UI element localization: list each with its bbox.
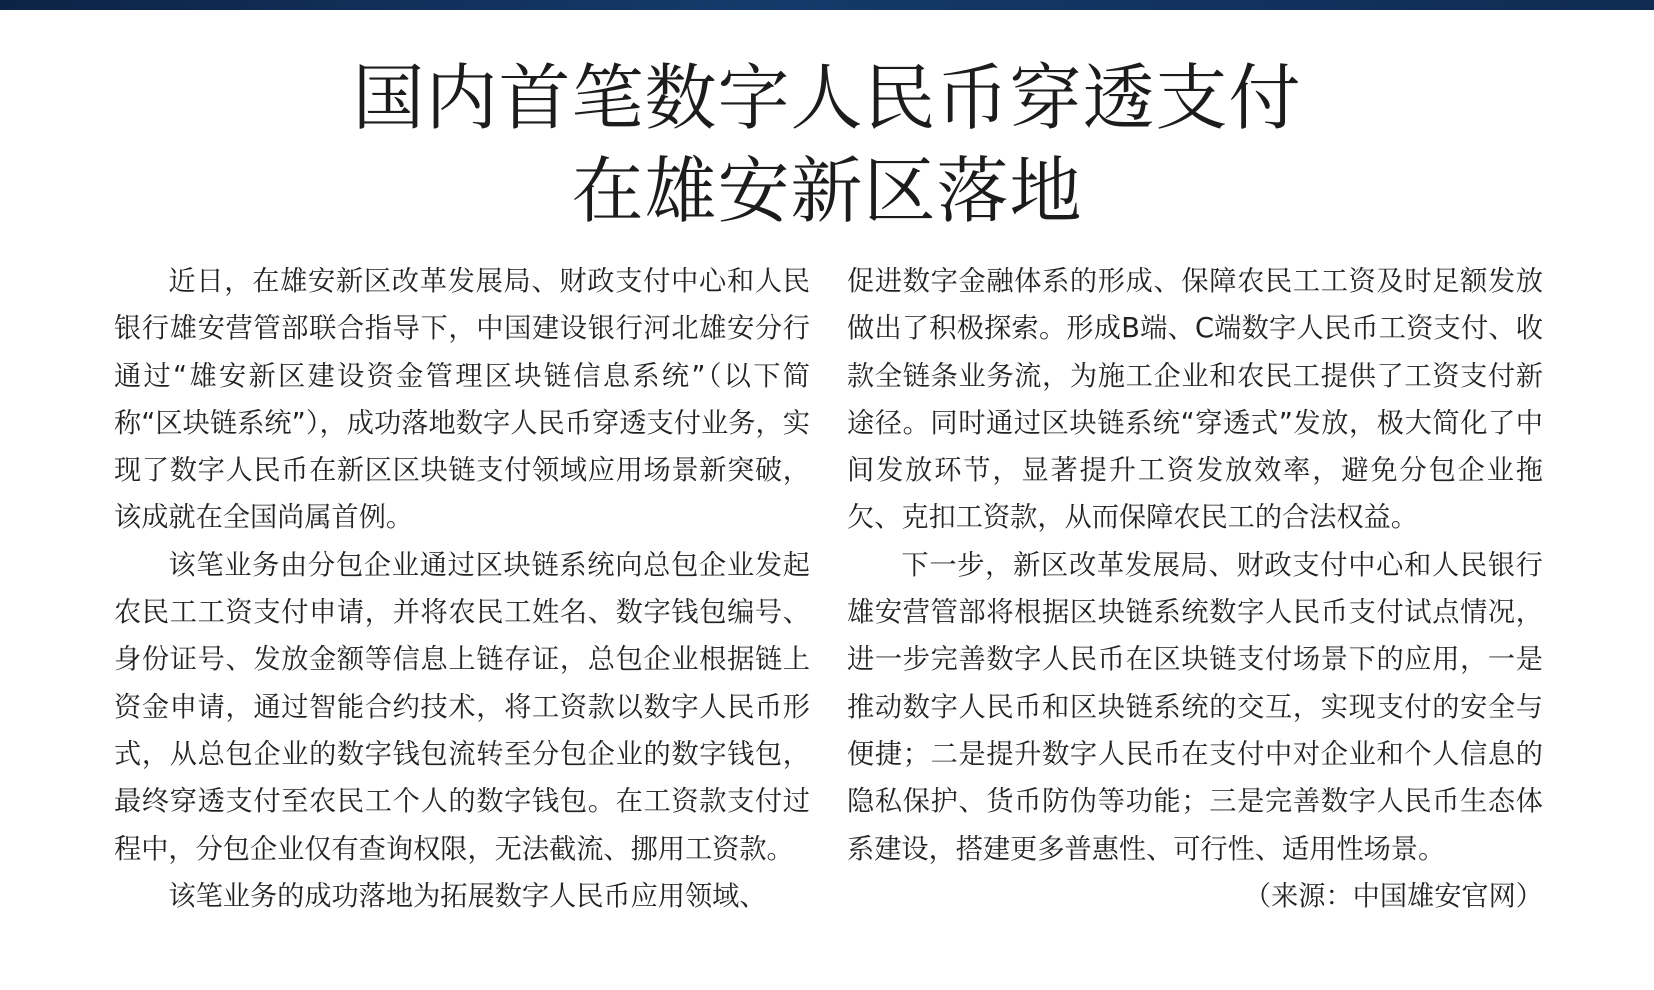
paragraph-1: 近日，在雄安新区改革发展局、财政支付中心和人民银行雄安营管部联合指导下，中国建设银行河北雄安分行通过“雄安新区建设资金管理区块链信息系统”（以下简称“区块链系统”），成功落地数字人民币穿透支付业务，实现了数字人民币在新区区块链支付领域应用场景新突破，该成就在全国尚属首例。: [114, 266, 810, 534]
article-column-left: [114, 258, 810, 920]
article-headline: [0, 52, 1654, 238]
paragraph-3-start: 该笔业务的成功落地为拓展数字人民币应用领域、: [168, 880, 767, 912]
paragraph-3-continued: 促进数字金融体系的形成、保障农民工工资及时足额发放做出了积极探索。形成B端、C端数字人民币工资支付、收款全链条业务流，为施工企业和农民工提供了工资支付新途径。同时通过区块链系统“穿透式”发放，极大简化了中间发放环节，显著提升工资发放效率，避免分包企业拖欠、克扣工资款，从而保障农民工的合法权益。: [847, 266, 1543, 534]
source-credit: （来源：中国雄安官网）: [1243, 880, 1543, 912]
top-accent-bar: [0, 0, 1654, 10]
paragraph-4: 下一步，新区改革发展局、财政支付中心和人民银行雄安营管部将根据区块链系统数字人民币支付试点情况，进一步完善数字人民币在区块链支付场景下的应用，一是推动数字人民币和区块链系统的交互，实现支付的安全与便捷；二是提升数字人民币在支付中对企业和个人信息的隐私保护、货币防伪等功能；三是完善数字人民币生态体系建设，搭建更多普惠性、可行性、适用性场景。: [847, 549, 1543, 865]
article-column-right: [847, 258, 1543, 920]
headline-line-2: 在雄安新区落地: [571, 149, 1083, 233]
headline-line-1: 国内首笔数字人民币穿透支付: [352, 56, 1302, 140]
paragraph-2: 该笔业务由分包企业通过区块链系统向总包企业发起农民工工资支付申请，并将农民工姓名、数字钱包编号、身份证号、发放金额等信息上链存证，总包企业根据链上资金申请，通过智能合约技术，将工资款以数字人民币形式，从总包企业的数字钱包流转至分包企业的数字钱包，最终穿透支付至农民工个人的数字钱包。在工资款支付过程中，分包企业仅有查询权限，无法截流、挪用工资款。: [114, 549, 810, 865]
